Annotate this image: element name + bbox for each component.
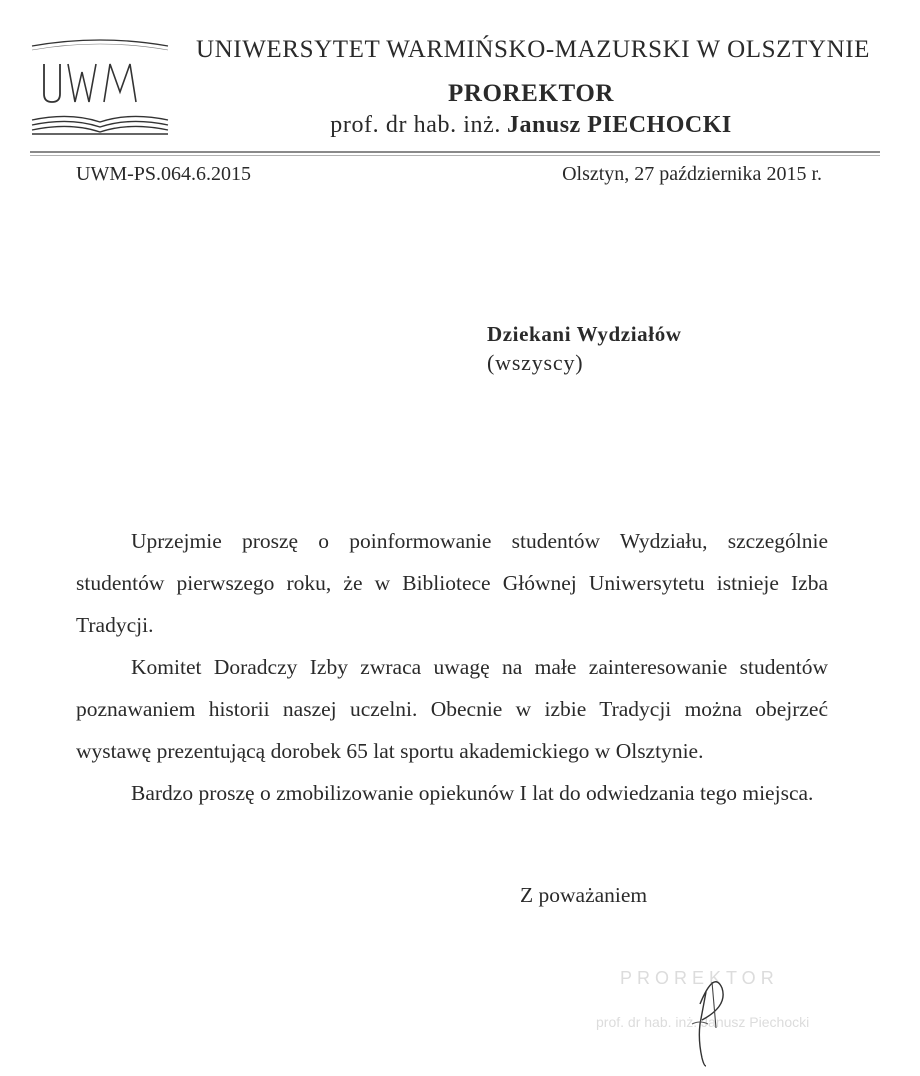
recipient-note: (wszyscy) — [487, 350, 584, 375]
signature — [588, 962, 838, 1072]
stamp-title: PROREKTOR — [620, 968, 779, 988]
header-divider — [30, 150, 880, 158]
closing-salutation: Z poważaniem — [520, 883, 648, 907]
university-logo — [30, 36, 170, 136]
body-paragraph: Uprzejmie proszę o poinformowanie studentów Wydziału, szczególnie studentów pierwszego roku, że w Bibliotece Głównej Uniwersytetu istnieje Izba Tradycji. — [76, 529, 828, 637]
body-paragraph: Komitet Doradczy Izby zwraca uwagę na małe zainteresowanie studentów poznawaniem historii naszej uczelni. Obecnie w izbie Tradycji można obejrzeć wystawę prezentującą dorobek 65 lat sportu akademickiego w Olsztynie. — [76, 655, 828, 763]
body-paragraph: Bardzo proszę o zmobilizowanie opiekunów I lat do odwiedzania tego miejsca. — [131, 781, 814, 805]
academic-title: prof. dr hab. inż. — [330, 112, 502, 138]
stamp-name: prof. dr hab. inż. Janusz Piechocki — [596, 1014, 810, 1030]
official-name — [196, 112, 866, 139]
reference-number: UWM-PS.064.6.2015 — [76, 163, 252, 185]
letter-date: Olsztyn, 27 października 2015 r. — [562, 163, 822, 185]
office-title: PROREKTOR — [447, 80, 615, 107]
university-title: UNIWERSYTET WARMIŃSKO-MAZURSKI W OLSZTYNIE — [196, 36, 871, 63]
recipient-name: Dziekani Wydziałów — [487, 322, 682, 346]
letter-body — [76, 520, 828, 814]
official-full-name: Janusz PIECHOCKI — [507, 112, 732, 138]
